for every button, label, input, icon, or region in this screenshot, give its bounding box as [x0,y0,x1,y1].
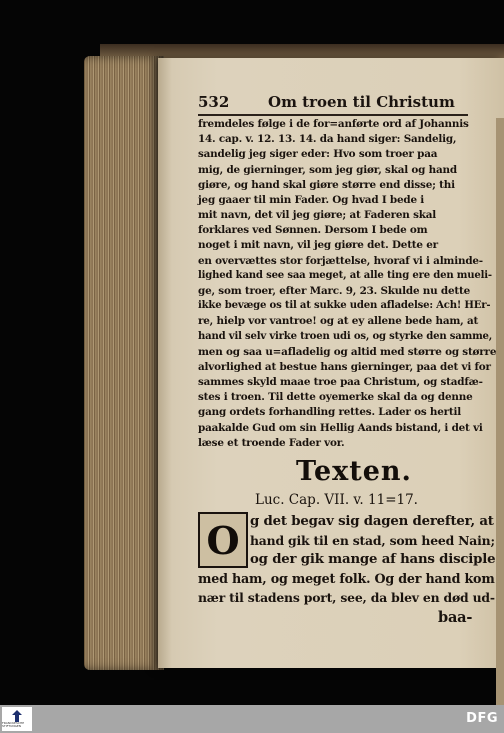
body-line: ge, som troer, efter Marc. 9, 23. Skulde nu dette [198,285,470,297]
body-line: fremdeles følge i de for=anførte ord af Johannis [198,118,469,130]
body-line: læse et troende Fader vor. [198,436,345,449]
body-line: sammes skyld maae troe paa Christum, og stadfæ- [198,376,483,389]
page-number: 532 [198,93,230,111]
drop-cap-letter: O [206,517,240,563]
body-line: hand vil selv virke troen udi os, og styrke den samme, [198,330,493,342]
body-line: paakalde Gud om sin Hellig Aands bistand, i det vi [198,421,483,434]
body-line: mit navn, det vil jeg giøre; at Faderen skal [198,209,437,222]
body-line: sandelig jeg siger eder: Hvo som troer paa [198,148,438,161]
dfg-logo: DFG [466,711,498,726]
body-line: 14. cap. v. 12. 13. 14. da hand siger: Sandelig, [198,133,457,146]
library-logo-text: FRANCKESCHE STIFTUNGEN [2,721,25,728]
body-line: lighed kand see saa meget, at alle ting ere den mueli- [198,269,492,281]
text-line: med ham, og meget folk. Og der hand kom [198,571,495,586]
header-rule [198,114,468,116]
body-line: gang ordets forhandling rettes. Lader os hertil [198,406,462,419]
text-line: g det begav sig dagen derefter, at [250,514,494,529]
body-line: giøre, og hand skal giøre større end disse; thi [198,178,455,191]
text-line: baa- [438,609,473,626]
body-line: ikke bevæge os til at sukke uden afladelse: Ach! HEr- [198,300,491,312]
body-line: en overvættes stor forjættelse, hvoraf vi i alminde- [198,254,483,267]
body-line: alvorlighed at bestue hans gierninger, paa det vi for [198,360,491,373]
scripture-reference: Luc. Cap. VII. v. 11=17. [255,492,418,508]
footer-bar [0,705,504,733]
body-line: men og saa u=afladelig og altid med større og større [198,345,497,358]
section-heading: Texten. [296,456,412,487]
text-line: nær til stadens port, see, da blev en død ud- [198,590,495,605]
next-page-edge [496,118,504,705]
body-line: stes i troen. Til dette oyemerke skal da og denne [198,391,473,404]
body-line: re, hielp vor vantroe! og at ey allene bede ham, at [198,315,479,328]
text-line: og der gik mange af hans disciple [250,552,496,567]
library-logo [2,707,32,731]
drop-cap-initial [198,512,248,568]
running-title: Om troen til Christum [268,93,455,111]
running-head [198,93,496,115]
body-line: forklares ved Sønnen. Dersom I bede om [198,224,428,237]
text-line: hand gik til en stad, som heed Nain; [250,533,495,548]
body-line: jeg gaaer til min Fader. Og hvad I bede i [198,193,425,206]
body-line: noget i mit navn, vil jeg giøre det. Dette er [198,239,438,252]
book-page-edges [84,56,164,670]
body-line: mig, de gierninger, som jeg giør, skal og hand [198,163,457,176]
